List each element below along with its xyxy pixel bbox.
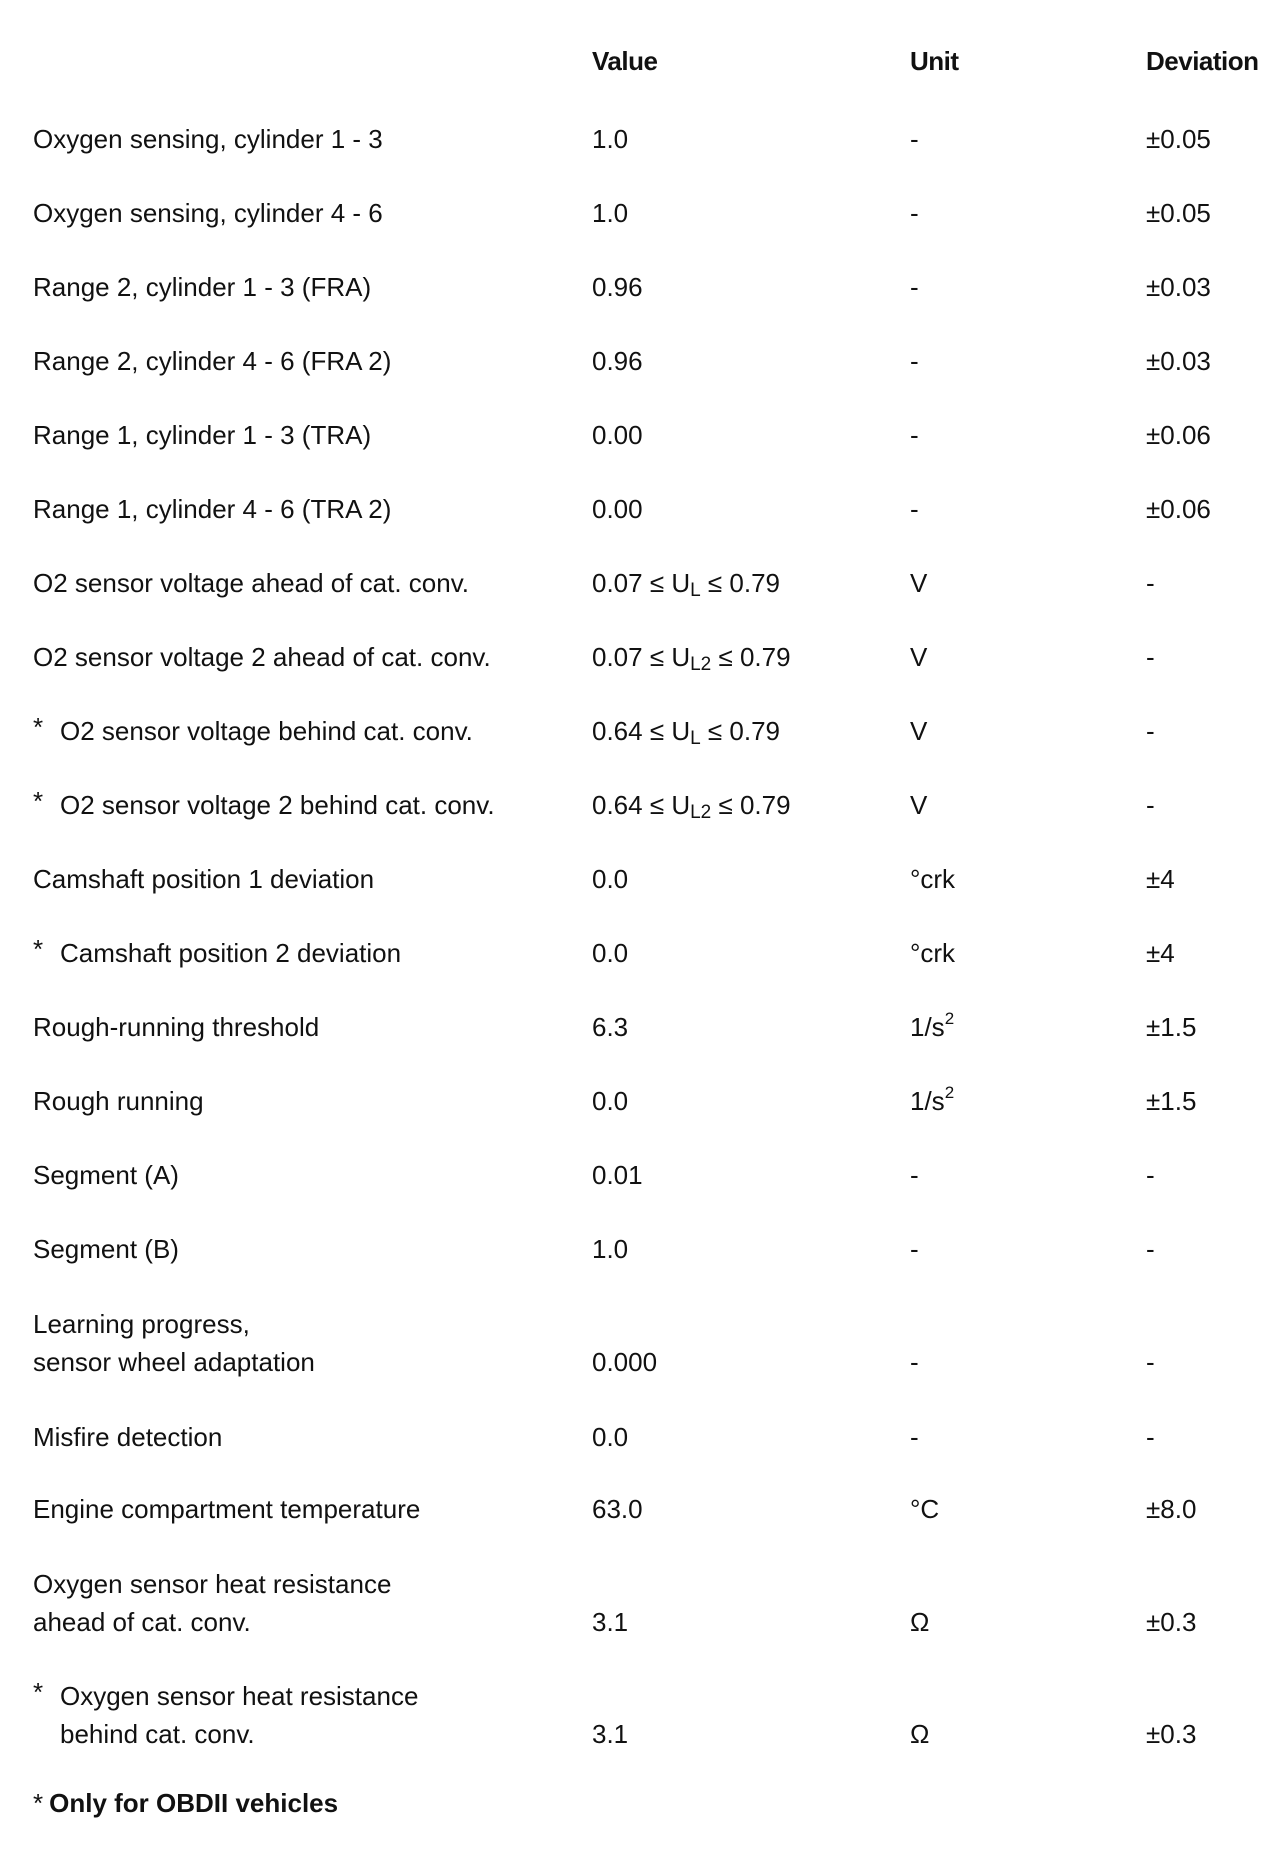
row-label: O2 sensor voltage 2 ahead of cat. conv. [33, 642, 491, 672]
row-label: Range 1, cylinder 4 - 6 (TRA 2) [33, 494, 392, 524]
row-unit: °crk [910, 938, 956, 968]
row-deviation: ±0.03 [1146, 272, 1211, 302]
row-value: 1.0 [592, 1234, 629, 1264]
row-label: Oxygen sensing, cylinder 4 - 6 [33, 198, 383, 228]
header-deviation: Deviation [1146, 46, 1259, 76]
row-deviation: ±1.5 [1146, 1012, 1197, 1042]
row-deviation: ±0.3 [1146, 1719, 1197, 1749]
row-deviation: ±0.06 [1146, 420, 1211, 450]
row-value: $0.64 \le U_L \le 0.79$ [592, 716, 781, 749]
row-deviation: ±0.05 [1146, 124, 1211, 154]
row-label: Misfire detection [33, 1422, 223, 1452]
row-value: 1.0 [592, 198, 629, 228]
row-unit: - [910, 1422, 919, 1452]
row-unit: °C [910, 1494, 940, 1524]
row-unit: - [910, 420, 919, 450]
row-value: 6.3 [592, 1012, 629, 1042]
row-unit: $1/s^2$ [910, 1009, 955, 1042]
row-label: O2 sensor voltage 2 behind cat. conv. [60, 790, 495, 820]
row-label-line2: behind cat. conv. [60, 1719, 255, 1749]
footnote-asterisk: * [33, 1788, 44, 1818]
row-value: 0.00 [592, 494, 643, 524]
row-label: Rough-running threshold [33, 1012, 320, 1042]
row-value: $0.07 \le U_L \le 0.79$ [592, 568, 781, 601]
row-label: Camshaft position 1 deviation [33, 864, 375, 894]
row-unit: - [910, 1234, 919, 1264]
row-unit: V [910, 716, 928, 746]
obd-asterisk: * [33, 712, 44, 742]
row-deviation: ±4 [1146, 938, 1175, 968]
row-deviation: - [1146, 1422, 1155, 1452]
row-unit: - [910, 1160, 919, 1190]
row-unit: - [910, 124, 919, 154]
row-value: 0.0 [592, 1086, 629, 1116]
obd-asterisk: * [33, 934, 44, 964]
row-value: 0.0 [592, 938, 629, 968]
row-value: $0.07 \le U_{L2} \le 0.79$ [592, 642, 791, 675]
row-label: Segment (B) [33, 1234, 179, 1264]
row-deviation: ±0.03 [1146, 346, 1211, 376]
row-deviation: ±1.5 [1146, 1086, 1197, 1116]
row-deviation: ±0.3 [1146, 1607, 1197, 1637]
row-deviation: ±4 [1146, 864, 1175, 894]
row-label: Range 2, cylinder 1 - 3 (FRA) [33, 272, 372, 302]
row-deviation: - [1146, 790, 1155, 820]
row-value: 0.96 [592, 272, 643, 302]
row-deviation: - [1146, 568, 1155, 598]
row-value: 0.0 [592, 864, 629, 894]
row-deviation: - [1146, 1160, 1155, 1190]
row-label: O2 sensor voltage ahead of cat. conv. [33, 568, 470, 598]
row-unit: - [910, 1347, 919, 1377]
row-value: 0.96 [592, 346, 643, 376]
row-value: 0.0 [592, 1422, 629, 1452]
row-value: 0.01 [592, 1160, 643, 1190]
header-unit: Unit [910, 46, 959, 76]
row-deviation: - [1146, 642, 1155, 672]
row-unit: $1/s^2$ [910, 1083, 955, 1116]
obd-asterisk: * [33, 1677, 44, 1707]
footnote-text: Only for OBDII vehicles [49, 1788, 339, 1818]
header-value: Value [592, 46, 658, 76]
row-deviation: - [1146, 1234, 1155, 1264]
row-unit: - [910, 272, 919, 302]
row-deviation: ±8.0 [1146, 1494, 1197, 1524]
row-deviation: - [1146, 716, 1155, 746]
row-value: 3.1 [592, 1719, 629, 1749]
row-label: Segment (A) [33, 1160, 179, 1190]
row-unit: Ω [910, 1719, 930, 1749]
row-label-line2: ahead of cat. conv. [33, 1607, 251, 1637]
row-value: 3.1 [592, 1607, 629, 1637]
row-deviation: ±0.05 [1146, 198, 1211, 228]
row-unit: Ω [910, 1607, 930, 1637]
row-value: 63.0 [592, 1494, 643, 1524]
row-unit: V [910, 568, 928, 598]
row-value: $0.64 \le U_{L2} \le 0.79$ [592, 790, 791, 823]
row-label-line2: sensor wheel adaptation [33, 1347, 315, 1377]
row-label: O2 sensor voltage behind cat. conv. [60, 716, 473, 746]
row-unit: - [910, 198, 919, 228]
row-deviation: ±0.06 [1146, 494, 1211, 524]
row-value: 0.000 [592, 1347, 658, 1377]
row-label: Oxygen sensing, cylinder 1 - 3 [33, 124, 383, 154]
row-label-line1: Oxygen sensor heat resistance [33, 1569, 392, 1599]
row-label: Camshaft position 2 deviation [60, 938, 402, 968]
row-unit: °crk [910, 864, 956, 894]
row-label: Range 1, cylinder 1 - 3 (TRA) [33, 420, 372, 450]
row-label: Range 2, cylinder 4 - 6 (FRA 2) [33, 346, 392, 376]
row-value: 1.0 [592, 124, 629, 154]
row-deviation: - [1146, 1347, 1155, 1377]
row-unit: - [910, 494, 919, 524]
row-label-line1: Oxygen sensor heat resistance [60, 1681, 419, 1711]
row-unit: - [910, 346, 919, 376]
row-value: 0.00 [592, 420, 643, 450]
footnote [33, 1788, 338, 1819]
obd-asterisk: * [33, 786, 44, 816]
row-label-line1: Learning progress, [33, 1309, 250, 1339]
row-unit: V [910, 642, 928, 672]
row-label: Engine compartment temperature [33, 1494, 421, 1524]
row-unit: V [910, 790, 928, 820]
row-label: Rough running [33, 1086, 204, 1116]
